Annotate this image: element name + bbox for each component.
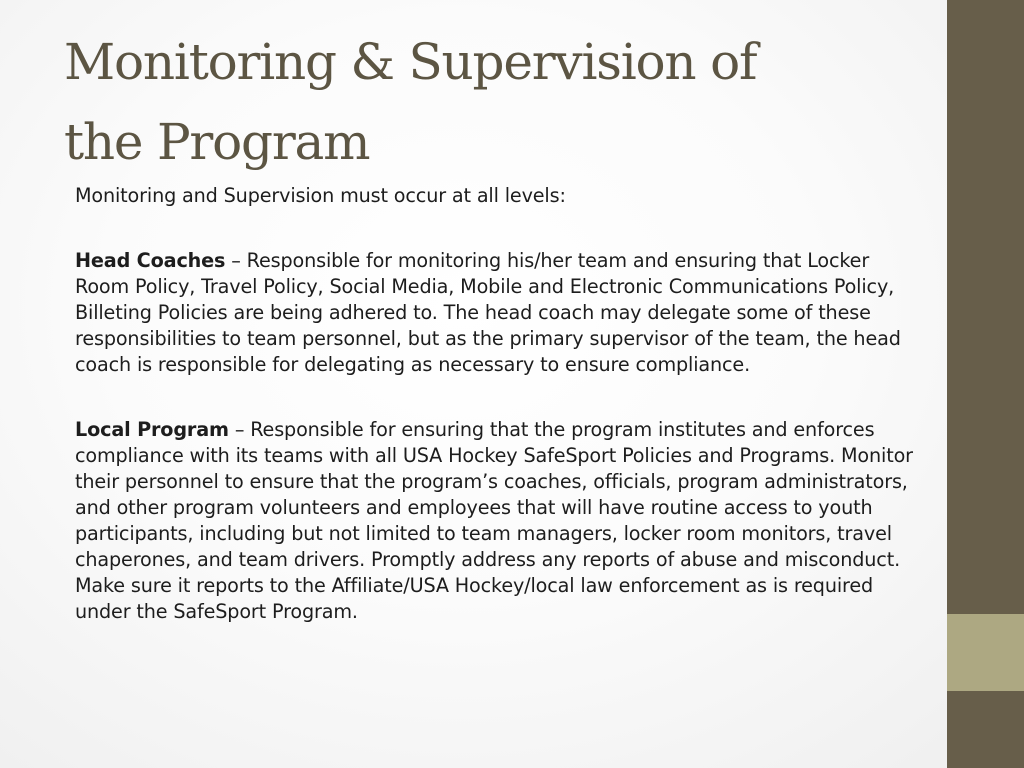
local-program-paragraph [75,417,925,625]
head-coaches-description: – Responsible for monitoring his/her team and ensuring that Locker Room Policy, Travel Policy, Social Media, Mobile and Electronic Communications Policy, Billeting Policies are being adhered to. The head coach may delegate some of these responsibilities to team personnel, but as the primary supervisor of the team, the head coach is responsible for delegating as necessary to ensure compliance. [75,249,901,376]
slide-title-line-2: the Program [64,113,370,171]
decorative-side-accent [947,614,1024,691]
local-program-description: – Responsible for ensuring that the program institutes and enforces compliance with its teams with all USA Hockey SafeSport Policies and Programs. Monitor their personnel to ensure that the program’s coaches, officials, program administrators, and other program volunteers and employees that will have routine access to youth participants, including but not limited to team managers, locker room monitors, travel chaperones, and team drivers. Promptly address any reports of abuse and misconduct. Make sure it reports to the Affiliate/USA Hockey/local law enforcement as is required under the SafeSport Program. [75,418,913,623]
slide-body [75,183,925,625]
local-program-term: Local Program [75,418,229,441]
head-coaches-paragraph [75,248,925,378]
slide-title-line-1: Monitoring & Supervision of [64,33,757,91]
intro-text: Monitoring and Supervision must occur at all levels: [75,184,566,207]
head-coaches-term: Head Coaches [75,249,226,272]
slide-title [64,22,924,182]
